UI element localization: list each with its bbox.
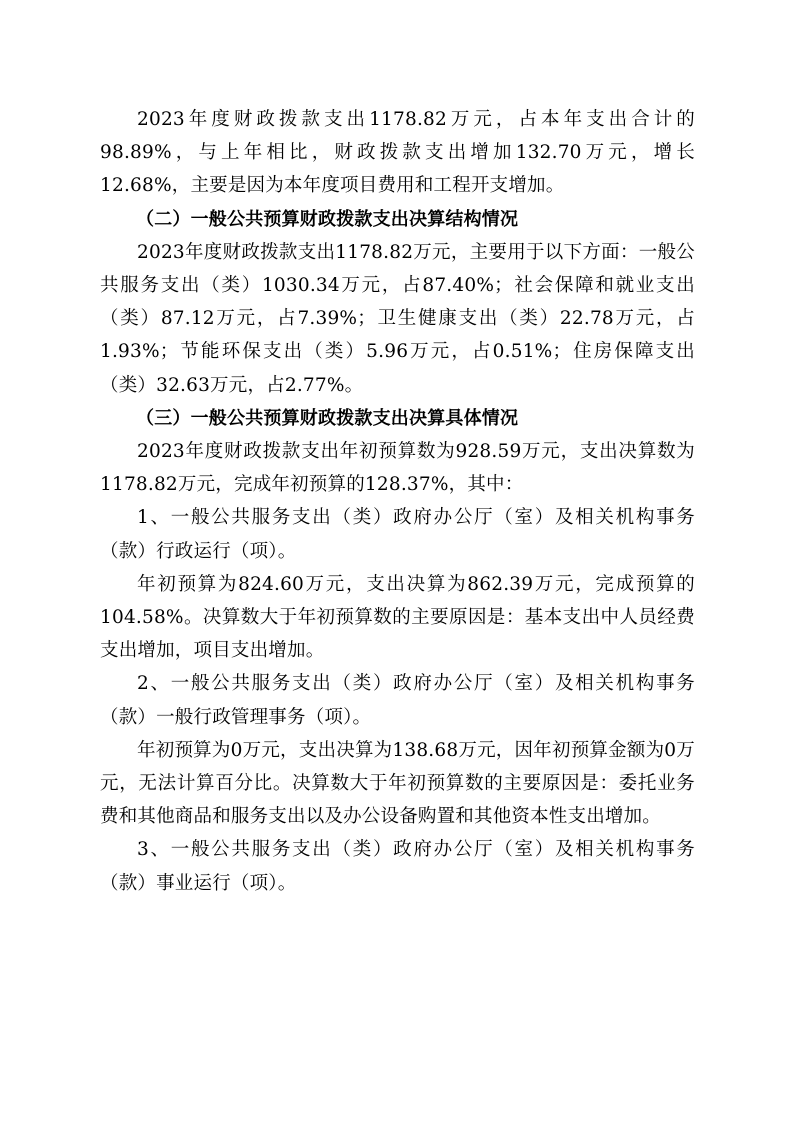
paragraph-financial-expenditure-summary: 2023年度财政拨款支出1178.82万元，占本年支出合计的98.89%，与上年相比，财政拨款支出增加132.70万元，增长12.68%，主要是因为本年度项目费用和工程开支增加。 [100,109,695,197]
section-heading-details: （三）一般公共预算财政拨款支出决算具体情况 [136,407,519,429]
section-heading-structure: （二）一般公共预算财政拨款支出决算结构情况 [136,208,519,230]
paragraph-expenditure-structure: 2023年度财政拨款支出1178.82万元，主要用于以下方面：一般公共服务支出（类）1030.34万元，占87.40%；社会保障和就业支出（类）87.12万元，占7.39%；卫生健康支出（类）22.78万元，占1.93%；节能环保支出（类）5.96万元，占0.51%；住房保障支出（类）32.63万元，占2.77%。 [100,241,695,396]
document-body [100,103,695,900]
paragraph-item-1-title: 1、一般公共服务支出（类）政府办公厅（室）及相关机构事务（款）行政运行（项）。 [100,507,695,562]
paragraph-item-2-detail: 年初预算为0万元，支出决算为138.68万元，因年初预算金额为0万元，无法计算百分比。决算数大于年初预算数的主要原因是：委托业务费和其他商品和服务支出以及办公设备购置和其他资本性支出增加。 [100,739,695,828]
paragraph-budget-completion: 2023年度财政拨款支出年初预算数为928.59万元，支出决算数为1178.82万元，完成年初预算的128.37%，其中： [100,441,695,496]
paragraph-item-1-detail: 年初预算为824.60万元，支出决算为862.39万元，完成预算的104.58%。决算数大于年初预算数的主要原因是：基本支出中人员经费支出增加，项目支出增加。 [100,573,695,662]
paragraph-item-3-title: 3、一般公共服务支出（类）政府办公厅（室）及相关机构事务（款）事业运行（项）。 [100,839,695,894]
paragraph-item-2-title: 2、一般公共服务支出（类）政府办公厅（室）及相关机构事务（款）一般行政管理事务（项）。 [100,673,695,728]
